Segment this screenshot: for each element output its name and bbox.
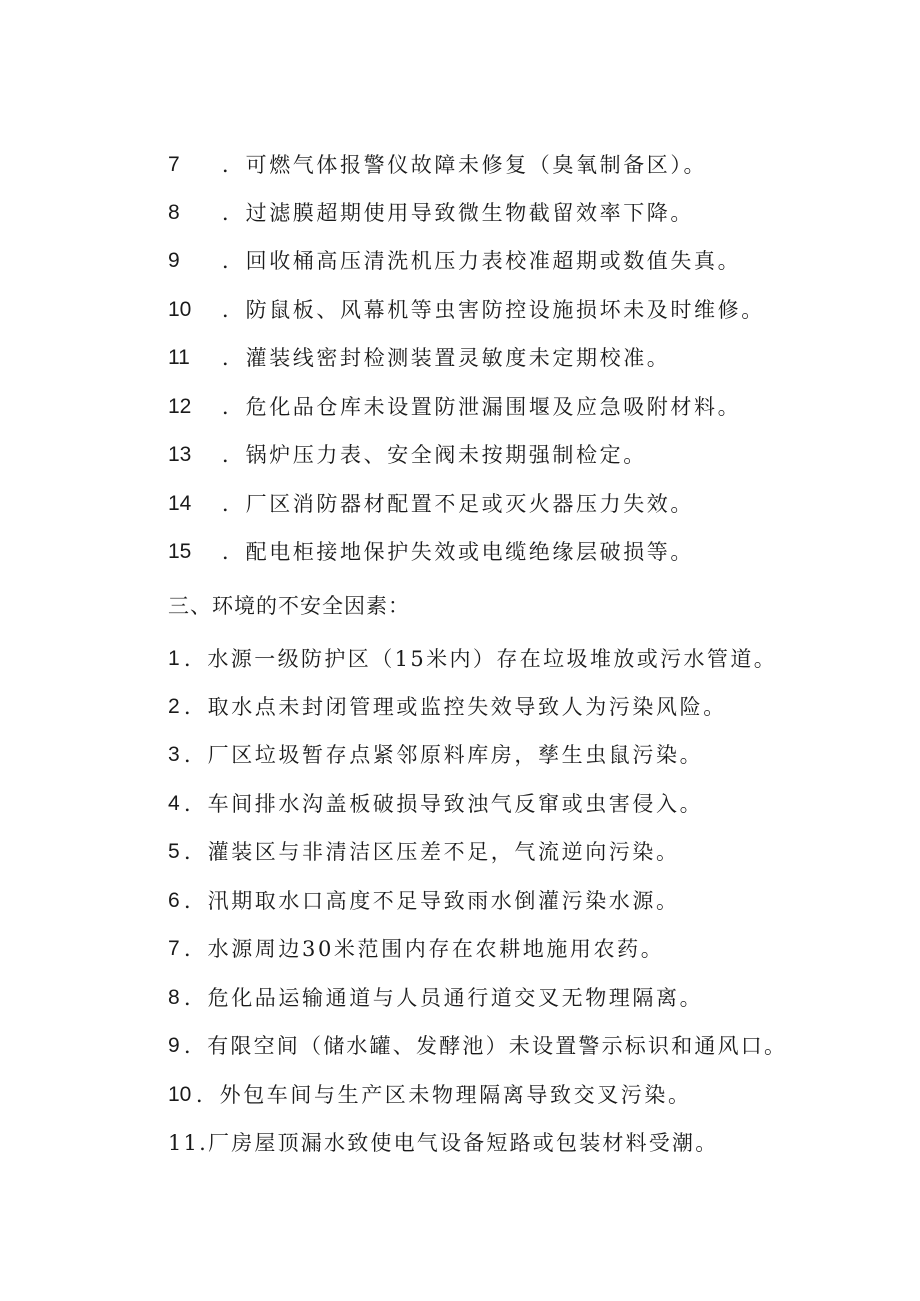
item-text: ．危化品运输通道与人员通行道交叉无物理隔离。	[184, 986, 704, 1010]
item-number: 7	[168, 153, 180, 176]
item-text: ．外包车间与生产区未物理隔离导致交叉污染。	[196, 1083, 692, 1107]
item-text: ．车间排水沟盖板破损导致浊气反窜或虫害侵入。	[184, 792, 704, 816]
item-text: ．回收桶高压清洗机压力表校准超期或数值失真。	[222, 249, 742, 273]
item-text: ．厂区垃圾暂存点紧邻原料库房，孳生虫鼠污染。	[184, 743, 704, 767]
section-heading: 三、环境的不安全因素：	[168, 594, 410, 618]
item-text: ．灌装线密封检测装置灵敏度未定期校准。	[222, 346, 671, 370]
item-text: ．汛期取水口高度不足导致雨水倒灌污染水源。	[184, 889, 680, 913]
list-item: 11.厂房屋顶漏水致使电气设备短路或包装材料受潮。	[168, 1131, 719, 1155]
item-text: ．灌装区与非清洁区压差不足，气流逆向污染。	[184, 840, 680, 864]
item-number: 12	[168, 395, 192, 418]
item-number: 13	[168, 443, 192, 466]
item-text: ．过滤膜超期使用导致微生物截留效率下降。	[222, 201, 694, 225]
item-text: ．锅炉压力表、安全阀未按期强制检定。	[222, 443, 647, 467]
item-text: ．有限空间（储水罐、发酵池）未设置警示标识和通风口。	[184, 1034, 788, 1058]
item-number: 11	[168, 346, 190, 369]
item-text: ．可燃气体报警仪故障未修复（臭氧制备区）。	[222, 153, 708, 177]
item-number: 9	[168, 249, 180, 272]
item-number: 6	[168, 889, 180, 912]
item-number: 5	[168, 840, 180, 863]
item-number: 8	[168, 986, 180, 1009]
item-number: 15	[168, 540, 192, 563]
item-text: ．厂区消防器材配置不足或灭火器压力失效。	[222, 492, 694, 516]
item-number: 3	[168, 743, 180, 766]
item-number: 7	[168, 937, 180, 960]
item-text: ．水源一级防护区（15米内）存在垃圾堆放或污水管道。	[184, 647, 778, 671]
item-number: 4	[168, 792, 180, 815]
item-number: 8	[168, 201, 180, 224]
item-text: ．配电柜接地保护失效或电缆绝缘层破损等。	[222, 540, 694, 564]
item-text: ．取水点未封闭管理或监控失效导致人为污染风险。	[184, 695, 727, 719]
item-number: 2	[168, 695, 180, 718]
item-number: 10	[168, 298, 192, 321]
item-number: 10	[168, 1083, 192, 1106]
item-text: ．危化品仓库未设置防泄漏围堰及应急吸附材料。	[222, 395, 742, 419]
item-number: 14	[168, 492, 192, 515]
item-text: ．防鼠板、风幕机等虫害防控设施损坏未及时维修。	[222, 298, 765, 322]
item-number: 1	[168, 647, 180, 670]
item-number: 9	[168, 1034, 180, 1057]
item-text: ．水源周边30米范围内存在农耕地施用农药。	[184, 937, 665, 961]
